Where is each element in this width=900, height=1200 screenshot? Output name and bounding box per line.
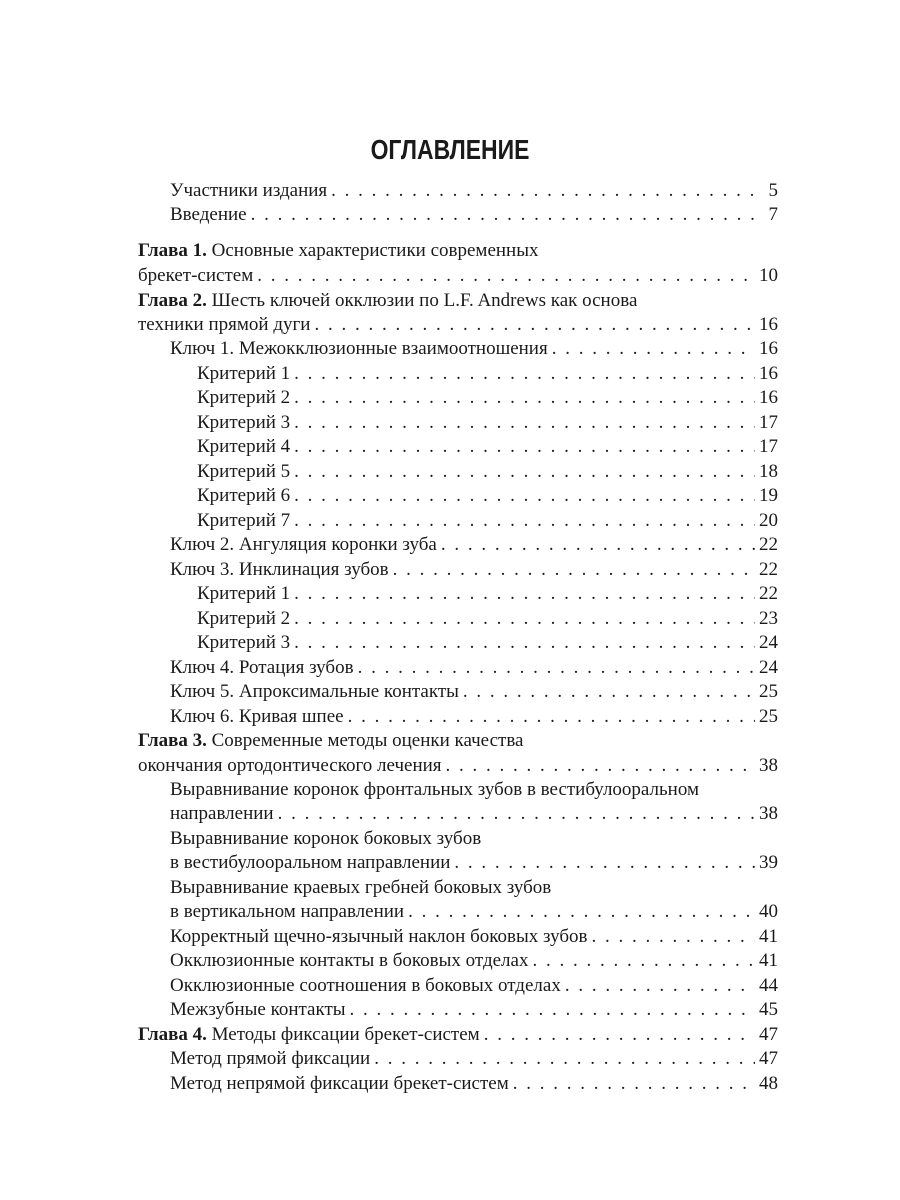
toc-entry bbox=[197, 386, 778, 410]
toc-page-number: 16 bbox=[759, 314, 778, 335]
toc-entry bbox=[170, 778, 699, 802]
leader-dots bbox=[294, 582, 755, 606]
toc-entry bbox=[170, 900, 778, 924]
toc-page-number: 16 bbox=[759, 363, 778, 384]
toc-entry-text: Критерий 3 bbox=[197, 412, 291, 433]
toc-page-number: 47 bbox=[759, 1048, 778, 1069]
toc-entry bbox=[138, 264, 778, 288]
toc-entry bbox=[170, 949, 778, 973]
toc-entry-text: Межзубные контакты bbox=[170, 999, 346, 1020]
toc-entry bbox=[197, 631, 778, 655]
toc-entry-text: Методы фиксации брекет-систем bbox=[206, 1024, 480, 1045]
toc-entry bbox=[170, 1072, 778, 1096]
toc-entry-text: Критерий 2 bbox=[197, 608, 291, 629]
toc-page-number: 5 bbox=[768, 180, 778, 201]
leader-dots bbox=[513, 1072, 755, 1096]
leader-dots bbox=[294, 386, 755, 410]
toc-entry bbox=[170, 337, 778, 361]
leader-dots bbox=[552, 337, 755, 361]
toc-entry-text: Выравнивание краевых гребней боковых зубов bbox=[170, 877, 552, 898]
chapter-label: Глава 2. bbox=[138, 290, 207, 311]
toc-page-number: 19 bbox=[759, 485, 778, 506]
toc-page-number: 10 bbox=[759, 265, 778, 286]
toc-entry-text: Ключ 3. Инклинация зубов bbox=[170, 559, 389, 580]
page-title: ОГЛАВЛЕНИЕ bbox=[370, 134, 530, 165]
toc-entry bbox=[138, 1023, 778, 1047]
chapter-label: Глава 1. bbox=[138, 240, 207, 261]
toc-entry-text: Метод непрямой фиксации брекет-систем bbox=[170, 1073, 509, 1094]
toc-entry bbox=[138, 313, 778, 337]
toc-page-number: 16 bbox=[759, 338, 778, 359]
leader-dots bbox=[454, 851, 755, 875]
leader-dots bbox=[565, 974, 755, 998]
toc-entry bbox=[170, 1047, 778, 1071]
toc-entry-text: Ключ 5. Апроксимальные контакты bbox=[170, 681, 459, 702]
toc-page-number: 41 bbox=[759, 950, 778, 971]
leader-dots bbox=[278, 802, 755, 826]
toc-page-number: 17 bbox=[759, 412, 778, 433]
toc-entry-text: Основные характеристики современных bbox=[206, 240, 539, 261]
toc-page-number: 23 bbox=[759, 608, 778, 629]
leader-dots bbox=[294, 435, 755, 459]
toc-page-number: 17 bbox=[759, 436, 778, 457]
toc-entry bbox=[170, 802, 778, 826]
toc-page-number: 39 bbox=[759, 852, 778, 873]
toc-entry bbox=[170, 974, 778, 998]
toc-entry-text: направлении bbox=[170, 803, 274, 824]
toc-entry-text: Критерий 5 bbox=[197, 461, 291, 482]
toc-entry bbox=[170, 656, 778, 680]
toc-entry bbox=[197, 484, 778, 508]
toc-entry-text: Критерий 7 bbox=[197, 510, 291, 531]
toc-entry-text: Корректный щечно-язычный наклон боковых зубов bbox=[170, 926, 588, 947]
toc-entry-text: Окклюзионные контакты в боковых отделах bbox=[170, 950, 529, 971]
toc-entry bbox=[197, 362, 778, 386]
leader-dots bbox=[251, 203, 758, 227]
toc-entry bbox=[170, 851, 778, 875]
toc-entry bbox=[170, 203, 778, 227]
toc-page-number: 40 bbox=[759, 901, 778, 922]
toc-entry-text: в вертикальном направлении bbox=[170, 901, 405, 922]
toc-page-number: 45 bbox=[759, 999, 778, 1020]
toc-page-number: 22 bbox=[759, 559, 778, 580]
toc-entry bbox=[170, 533, 778, 557]
toc-entry-text: Критерий 2 bbox=[197, 387, 291, 408]
toc-entry bbox=[170, 179, 778, 203]
toc-entry-text: Критерий 4 bbox=[197, 436, 291, 457]
toc-chapter-heading bbox=[138, 289, 637, 313]
leader-dots bbox=[393, 558, 755, 582]
leader-dots bbox=[348, 705, 755, 729]
toc-entry-text: Окклюзионные соотношения в боковых отделах bbox=[170, 975, 561, 996]
toc-entry-text: Участники издания bbox=[170, 180, 328, 201]
leader-dots bbox=[294, 509, 755, 533]
leader-dots bbox=[408, 900, 755, 924]
leader-dots bbox=[331, 179, 758, 203]
toc-page-number: 22 bbox=[759, 583, 778, 604]
leader-dots bbox=[314, 313, 755, 337]
toc-entry bbox=[170, 558, 778, 582]
toc-entry bbox=[197, 509, 778, 533]
leader-dots bbox=[294, 631, 755, 655]
leader-dots bbox=[257, 264, 755, 288]
toc-page-number: 44 bbox=[759, 975, 778, 996]
leader-dots bbox=[294, 484, 755, 508]
leader-dots bbox=[294, 460, 755, 484]
toc-entry-text: в вестибулоoральном направлении bbox=[170, 852, 451, 873]
toc-chapter-heading bbox=[138, 239, 538, 263]
leader-dots bbox=[484, 1023, 755, 1047]
toc-page-number: 47 bbox=[759, 1024, 778, 1045]
toc-entry-text: Критерий 6 bbox=[197, 485, 291, 506]
toc-entry-text: окончания ортодонтического лечения bbox=[138, 755, 442, 776]
toc-entry-text: Ключ 6. Кривая шпее bbox=[170, 706, 344, 727]
toc-page-number: 48 bbox=[759, 1073, 778, 1094]
leader-dots bbox=[294, 607, 755, 631]
toc-page-number: 24 bbox=[759, 632, 778, 653]
leader-dots bbox=[294, 411, 755, 435]
toc-entry bbox=[197, 435, 778, 459]
toc-entry-text: Метод прямой фиксации bbox=[170, 1048, 371, 1069]
leader-dots bbox=[358, 656, 755, 680]
toc-entry-text: Критерий 1 bbox=[197, 363, 291, 384]
leader-dots bbox=[441, 533, 755, 557]
toc-chapter-heading bbox=[138, 729, 523, 753]
toc-page-number: 16 bbox=[759, 387, 778, 408]
toc-entry bbox=[197, 582, 778, 606]
toc-entry bbox=[170, 925, 778, 949]
toc-entry-text: Критерий 3 bbox=[197, 632, 291, 653]
toc-entry-text: Критерий 1 bbox=[197, 583, 291, 604]
toc-entry-text: Выравнивание коронок фронтальных зубов в вестибулооральном bbox=[170, 779, 700, 800]
toc-page-number: 18 bbox=[759, 461, 778, 482]
toc-entry-text: Ключ 2. Ангуляция коронки зуба bbox=[170, 534, 437, 555]
chapter-label: Глава 4. bbox=[138, 1024, 207, 1045]
toc-page-number: 25 bbox=[759, 706, 778, 727]
toc-entry-text: Введение bbox=[170, 204, 247, 225]
toc-entry bbox=[197, 607, 778, 631]
toc-entry bbox=[138, 754, 778, 778]
toc-page-number: 38 bbox=[759, 803, 778, 824]
toc-entry bbox=[170, 705, 778, 729]
toc-page-number: 7 bbox=[768, 204, 778, 225]
leader-dots bbox=[592, 925, 756, 949]
toc-page-number: 38 bbox=[759, 755, 778, 776]
toc-entry-text: Современные методы оценки качества bbox=[206, 730, 524, 751]
leader-dots bbox=[350, 998, 755, 1022]
toc-page-number: 25 bbox=[759, 681, 778, 702]
leader-dots bbox=[463, 680, 755, 704]
chapter-label: Глава 3. bbox=[138, 730, 207, 751]
toc-entry bbox=[170, 998, 778, 1022]
toc-page-number: 41 bbox=[759, 926, 778, 947]
toc-entry bbox=[197, 460, 778, 484]
toc-entry-text: Шесть ключей окклюзии по L.F. Andrews как основа bbox=[206, 290, 638, 311]
leader-dots bbox=[446, 754, 755, 778]
leader-dots bbox=[294, 362, 755, 386]
toc-page-number: 22 bbox=[759, 534, 778, 555]
toc-entry bbox=[197, 411, 778, 435]
toc-entry-text: Ключ 4. Ротация зубов bbox=[170, 657, 354, 678]
toc-page-number: 24 bbox=[759, 657, 778, 678]
toc-entry-text: техники прямой дуги bbox=[138, 314, 311, 335]
toc-entry-text: Выравнивание коронок боковых зубов bbox=[170, 828, 482, 849]
toc-entry bbox=[170, 680, 778, 704]
leader-dots bbox=[532, 949, 755, 973]
toc-entry bbox=[170, 876, 551, 900]
toc-page-number: 20 bbox=[759, 510, 778, 531]
toc-entry-text: брекет-систем bbox=[138, 265, 254, 286]
toc-entry-text: Ключ 1. Межокклюзионные взаимоотношения bbox=[170, 338, 548, 359]
leader-dots bbox=[374, 1047, 755, 1071]
toc-entry bbox=[170, 827, 481, 851]
